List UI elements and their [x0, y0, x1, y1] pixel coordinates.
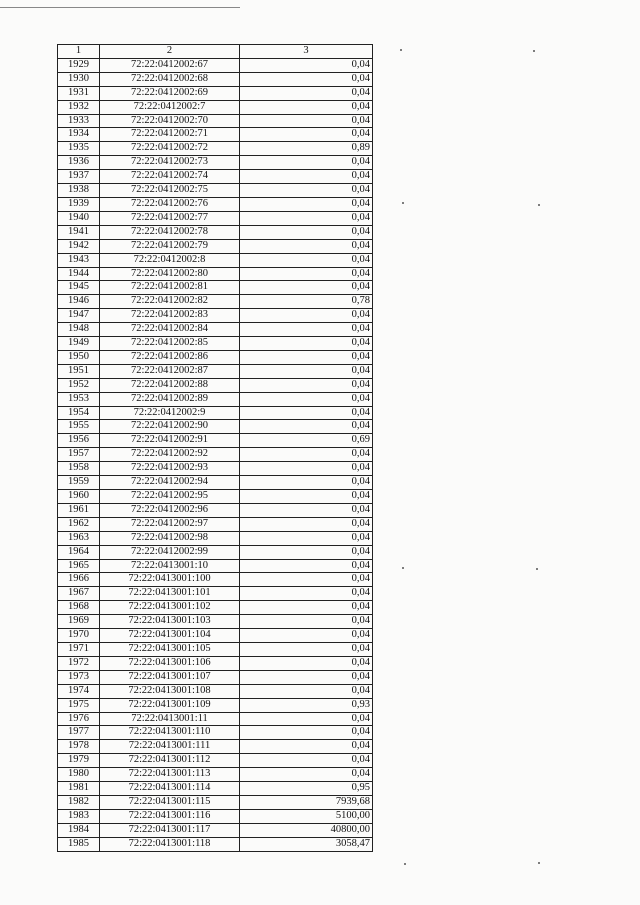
- area-cell: 0,04: [240, 476, 373, 490]
- table-row: [58, 448, 373, 462]
- cadastral-number-cell: 72:22:0412002:7: [100, 100, 240, 114]
- table-row: [58, 239, 373, 253]
- area-cell: 0,04: [240, 350, 373, 364]
- row-number-cell: 1957: [58, 448, 100, 462]
- cadastral-number-cell: 72:22:0413001:115: [100, 795, 240, 809]
- row-number-cell: 1985: [58, 837, 100, 851]
- table-row: [58, 142, 373, 156]
- table-row: [58, 100, 373, 114]
- row-number-cell: 1967: [58, 587, 100, 601]
- row-number-cell: 1937: [58, 170, 100, 184]
- table-row: [58, 809, 373, 823]
- table-row: [58, 58, 373, 72]
- area-cell: 0,04: [240, 406, 373, 420]
- cadastral-number-cell: 72:22:0412002:99: [100, 545, 240, 559]
- area-cell: 0,04: [240, 503, 373, 517]
- area-cell: 0,04: [240, 253, 373, 267]
- area-cell: 0,04: [240, 573, 373, 587]
- area-cell: 0,89: [240, 142, 373, 156]
- row-number-cell: 1962: [58, 517, 100, 531]
- area-cell: 0,04: [240, 309, 373, 323]
- cadastral-number-cell: 72:22:0412002:85: [100, 337, 240, 351]
- cadastral-number-cell: 72:22:0412002:67: [100, 58, 240, 72]
- row-number-cell: 1938: [58, 184, 100, 198]
- cadastral-number-cell: 72:22:0412002:68: [100, 72, 240, 86]
- row-number-cell: 1940: [58, 211, 100, 225]
- table-row: [58, 712, 373, 726]
- table-row: [58, 615, 373, 629]
- table-row: [58, 267, 373, 281]
- row-number-cell: 1934: [58, 128, 100, 142]
- row-number-cell: 1974: [58, 684, 100, 698]
- table-row: [58, 684, 373, 698]
- area-cell: 0,04: [240, 197, 373, 211]
- area-cell: 0,04: [240, 58, 373, 72]
- table-row: [58, 629, 373, 643]
- row-number-cell: 1976: [58, 712, 100, 726]
- cadastral-number-cell: 72:22:0413001:101: [100, 587, 240, 601]
- area-cell: 0,04: [240, 531, 373, 545]
- table-row: [58, 309, 373, 323]
- row-number-cell: 1939: [58, 197, 100, 211]
- area-cell: 0,04: [240, 128, 373, 142]
- cadastral-number-cell: 72:22:0412002:87: [100, 364, 240, 378]
- cadastral-number-cell: 72:22:0412002:89: [100, 392, 240, 406]
- row-number-cell: 1951: [58, 364, 100, 378]
- cadastral-number-cell: 72:22:0412002:91: [100, 434, 240, 448]
- area-cell: 0,04: [240, 156, 373, 170]
- scan-speck: [404, 863, 406, 865]
- row-number-cell: 1970: [58, 629, 100, 643]
- table-row: [58, 281, 373, 295]
- area-cell: 0,04: [240, 239, 373, 253]
- table-row: [58, 323, 373, 337]
- cadastral-number-cell: 72:22:0412002:82: [100, 295, 240, 309]
- scan-speck: [538, 204, 540, 206]
- cadastral-number-cell: 72:22:0412002:90: [100, 420, 240, 434]
- row-number-cell: 1954: [58, 406, 100, 420]
- row-number-cell: 1984: [58, 823, 100, 837]
- area-cell: 0,04: [240, 545, 373, 559]
- table-row: [58, 573, 373, 587]
- area-cell: 0,04: [240, 768, 373, 782]
- cadastral-number-cell: 72:22:0412002:69: [100, 86, 240, 100]
- cadastral-number-cell: 72:22:0412002:83: [100, 309, 240, 323]
- row-number-cell: 1975: [58, 698, 100, 712]
- table-row: [58, 545, 373, 559]
- table-row: [58, 114, 373, 128]
- cadastral-number-cell: 72:22:0413001:11: [100, 712, 240, 726]
- cadastral-number-cell: 72:22:0413001:106: [100, 656, 240, 670]
- table-row: [58, 587, 373, 601]
- area-cell: 0,04: [240, 754, 373, 768]
- area-cell: 40800,00: [240, 823, 373, 837]
- row-number-cell: 1936: [58, 156, 100, 170]
- table-row: [58, 490, 373, 504]
- row-number-cell: 1949: [58, 337, 100, 351]
- area-cell: 0,04: [240, 184, 373, 198]
- cadastral-number-cell: 72:22:0412002:75: [100, 184, 240, 198]
- table-row: [58, 253, 373, 267]
- area-cell: 0,04: [240, 740, 373, 754]
- table-row: [58, 225, 373, 239]
- cadastral-number-cell: 72:22:0413001:110: [100, 726, 240, 740]
- cadastral-number-cell: 72:22:0412002:88: [100, 378, 240, 392]
- row-number-cell: 1964: [58, 545, 100, 559]
- area-cell: 0,04: [240, 114, 373, 128]
- table-row: [58, 601, 373, 615]
- table-row: [58, 476, 373, 490]
- cadastral-number-cell: 72:22:0412002:72: [100, 142, 240, 156]
- cadastral-number-cell: 72:22:0413001:114: [100, 782, 240, 796]
- cadastral-number-cell: 72:22:0412002:74: [100, 170, 240, 184]
- scan-speck: [536, 568, 538, 570]
- table-row: [58, 211, 373, 225]
- table-row: [58, 726, 373, 740]
- cadastral-number-cell: 72:22:0413001:109: [100, 698, 240, 712]
- area-cell: 0,04: [240, 323, 373, 337]
- row-number-cell: 1977: [58, 726, 100, 740]
- cadastral-number-cell: 72:22:0413001:107: [100, 670, 240, 684]
- area-cell: 3058,47: [240, 837, 373, 851]
- cadastral-number-cell: 72:22:0412002:93: [100, 462, 240, 476]
- row-number-cell: 1950: [58, 350, 100, 364]
- row-number-cell: 1960: [58, 490, 100, 504]
- cadastral-number-cell: 72:22:0413001:108: [100, 684, 240, 698]
- scan-speck: [402, 202, 404, 204]
- row-number-cell: 1956: [58, 434, 100, 448]
- area-cell: 0,04: [240, 490, 373, 504]
- table-row: [58, 698, 373, 712]
- row-number-cell: 1929: [58, 58, 100, 72]
- table-row: [58, 795, 373, 809]
- cadastral-number-cell: 72:22:0412002:92: [100, 448, 240, 462]
- table-row: [58, 350, 373, 364]
- area-cell: 0,04: [240, 712, 373, 726]
- cadastral-number-cell: 72:22:0412002:95: [100, 490, 240, 504]
- cadastral-number-cell: 72:22:0412002:71: [100, 128, 240, 142]
- row-number-cell: 1941: [58, 225, 100, 239]
- cadastral-number-cell: 72:22:0413001:103: [100, 615, 240, 629]
- table-row: [58, 559, 373, 573]
- scan-speck: [400, 49, 402, 51]
- area-cell: 0,04: [240, 462, 373, 476]
- cadastral-number-cell: 72:22:0412002:80: [100, 267, 240, 281]
- area-cell: 0,04: [240, 337, 373, 351]
- cadastral-number-cell: 72:22:0413001:112: [100, 754, 240, 768]
- row-number-cell: 1932: [58, 100, 100, 114]
- table-row: [58, 156, 373, 170]
- row-number-cell: 1968: [58, 601, 100, 615]
- row-number-cell: 1943: [58, 253, 100, 267]
- row-number-cell: 1978: [58, 740, 100, 754]
- column-header-number: 1: [58, 45, 100, 59]
- row-number-cell: 1935: [58, 142, 100, 156]
- table-row: [58, 378, 373, 392]
- table-row: [58, 128, 373, 142]
- area-cell: 5100,00: [240, 809, 373, 823]
- row-number-cell: 1973: [58, 670, 100, 684]
- table-row: [58, 420, 373, 434]
- land-plot-table: [57, 44, 373, 852]
- area-cell: 0,69: [240, 434, 373, 448]
- row-number-cell: 1971: [58, 642, 100, 656]
- area-cell: 0,04: [240, 656, 373, 670]
- column-header-area: 3: [240, 45, 373, 59]
- row-number-cell: 1965: [58, 559, 100, 573]
- area-cell: 0,04: [240, 670, 373, 684]
- cadastral-number-cell: 72:22:0412002:79: [100, 239, 240, 253]
- row-number-cell: 1958: [58, 462, 100, 476]
- area-cell: 0,04: [240, 378, 373, 392]
- cadastral-number-cell: 72:22:0413001:105: [100, 642, 240, 656]
- cadastral-number-cell: 72:22:0412002:70: [100, 114, 240, 128]
- table-row: [58, 170, 373, 184]
- cadastral-number-cell: 72:22:0412002:98: [100, 531, 240, 545]
- table-row: [58, 642, 373, 656]
- area-cell: 0,04: [240, 225, 373, 239]
- scan-top-line: [0, 7, 240, 8]
- area-cell: 0,04: [240, 86, 373, 100]
- area-cell: 0,95: [240, 782, 373, 796]
- area-cell: 0,04: [240, 642, 373, 656]
- table-row: [58, 670, 373, 684]
- table-row: [58, 434, 373, 448]
- area-cell: 0,93: [240, 698, 373, 712]
- area-cell: 0,04: [240, 364, 373, 378]
- table-row: [58, 531, 373, 545]
- row-number-cell: 1969: [58, 615, 100, 629]
- cadastral-number-cell: 72:22:0412002:97: [100, 517, 240, 531]
- cadastral-number-cell: 72:22:0413001:113: [100, 768, 240, 782]
- area-cell: 0,04: [240, 726, 373, 740]
- row-number-cell: 1966: [58, 573, 100, 587]
- row-number-cell: 1947: [58, 309, 100, 323]
- cadastral-number-cell: 72:22:0413001:102: [100, 601, 240, 615]
- table-row: [58, 184, 373, 198]
- column-header-cadastral: 2: [100, 45, 240, 59]
- row-number-cell: 1931: [58, 86, 100, 100]
- cadastral-number-cell: 72:22:0412002:96: [100, 503, 240, 517]
- table-row: [58, 768, 373, 782]
- row-number-cell: 1980: [58, 768, 100, 782]
- cadastral-number-cell: 72:22:0413001:118: [100, 837, 240, 851]
- table-row: [58, 462, 373, 476]
- table-row: [58, 503, 373, 517]
- scan-speck: [533, 50, 535, 52]
- cadastral-number-cell: 72:22:0412002:77: [100, 211, 240, 225]
- row-number-cell: 1946: [58, 295, 100, 309]
- row-number-cell: 1983: [58, 809, 100, 823]
- table-header-row: [58, 45, 373, 59]
- table-row: [58, 197, 373, 211]
- row-number-cell: 1972: [58, 656, 100, 670]
- area-cell: 7939,68: [240, 795, 373, 809]
- area-cell: 0,04: [240, 684, 373, 698]
- area-cell: 0,04: [240, 100, 373, 114]
- area-cell: 0,04: [240, 601, 373, 615]
- table-row: [58, 364, 373, 378]
- cadastral-number-cell: 72:22:0413001:10: [100, 559, 240, 573]
- table-row: [58, 782, 373, 796]
- scan-speck: [402, 567, 404, 569]
- area-cell: 0,04: [240, 72, 373, 86]
- table-row: [58, 295, 373, 309]
- cadastral-number-cell: 72:22:0412002:73: [100, 156, 240, 170]
- cadastral-number-cell: 72:22:0413001:104: [100, 629, 240, 643]
- table-row: [58, 837, 373, 851]
- row-number-cell: 1930: [58, 72, 100, 86]
- row-number-cell: 1963: [58, 531, 100, 545]
- row-number-cell: 1979: [58, 754, 100, 768]
- row-number-cell: 1982: [58, 795, 100, 809]
- cadastral-number-cell: 72:22:0412002:8: [100, 253, 240, 267]
- row-number-cell: 1944: [58, 267, 100, 281]
- area-cell: 0,04: [240, 170, 373, 184]
- row-number-cell: 1948: [58, 323, 100, 337]
- row-number-cell: 1955: [58, 420, 100, 434]
- table-row: [58, 392, 373, 406]
- area-cell: 0,78: [240, 295, 373, 309]
- area-cell: 0,04: [240, 267, 373, 281]
- area-cell: 0,04: [240, 629, 373, 643]
- row-number-cell: 1952: [58, 378, 100, 392]
- area-cell: 0,04: [240, 211, 373, 225]
- cadastral-number-cell: 72:22:0412002:81: [100, 281, 240, 295]
- table-row: [58, 337, 373, 351]
- area-cell: 0,04: [240, 517, 373, 531]
- table-row: [58, 86, 373, 100]
- table-row: [58, 406, 373, 420]
- cadastral-number-cell: 72:22:0412002:78: [100, 225, 240, 239]
- row-number-cell: 1942: [58, 239, 100, 253]
- cadastral-number-cell: 72:22:0412002:9: [100, 406, 240, 420]
- cadastral-number-cell: 72:22:0413001:116: [100, 809, 240, 823]
- area-cell: 0,04: [240, 587, 373, 601]
- area-cell: 0,04: [240, 448, 373, 462]
- row-number-cell: 1961: [58, 503, 100, 517]
- table-row: [58, 823, 373, 837]
- table-row: [58, 740, 373, 754]
- table-row: [58, 517, 373, 531]
- scan-speck: [538, 862, 540, 864]
- table-row: [58, 72, 373, 86]
- area-cell: 0,04: [240, 281, 373, 295]
- cadastral-number-cell: 72:22:0412002:76: [100, 197, 240, 211]
- area-cell: 0,04: [240, 420, 373, 434]
- table-row: [58, 656, 373, 670]
- area-cell: 0,04: [240, 392, 373, 406]
- area-cell: 0,04: [240, 559, 373, 573]
- row-number-cell: 1959: [58, 476, 100, 490]
- row-number-cell: 1933: [58, 114, 100, 128]
- cadastral-number-cell: 72:22:0412002:94: [100, 476, 240, 490]
- cadastral-number-cell: 72:22:0413001:100: [100, 573, 240, 587]
- row-number-cell: 1945: [58, 281, 100, 295]
- cadastral-number-cell: 72:22:0412002:86: [100, 350, 240, 364]
- cadastral-number-cell: 72:22:0413001:111: [100, 740, 240, 754]
- cadastral-number-cell: 72:22:0413001:117: [100, 823, 240, 837]
- table-row: [58, 754, 373, 768]
- row-number-cell: 1981: [58, 782, 100, 796]
- cadastral-number-cell: 72:22:0412002:84: [100, 323, 240, 337]
- area-cell: 0,04: [240, 615, 373, 629]
- row-number-cell: 1953: [58, 392, 100, 406]
